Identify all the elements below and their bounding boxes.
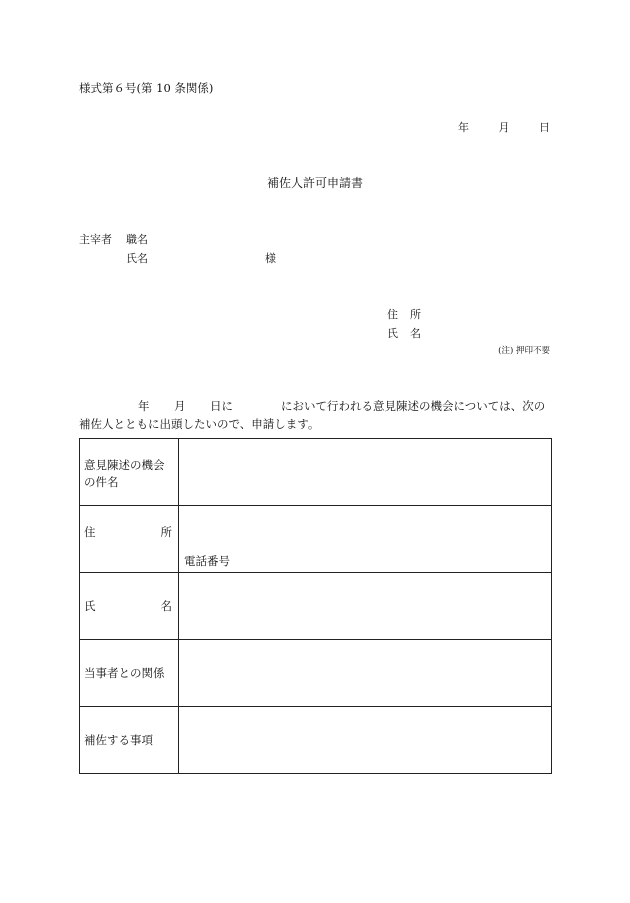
table-row <box>80 640 552 707</box>
date-day-label: 日 <box>539 121 550 134</box>
label-assistance-matters: 補佐する事項 <box>80 707 179 774</box>
document-title: 補佐人許可申請書 <box>266 176 363 190</box>
table-row <box>80 707 552 774</box>
body-month: 月 <box>174 399 186 413</box>
addressee-role-label: 職名 <box>126 233 148 246</box>
date-month-label: 月 <box>498 121 510 134</box>
body-text-line-2: 補佐人とともに出頭したいので、申請します。 <box>79 417 320 431</box>
applicant-address-label: 住 所 <box>387 308 421 321</box>
field-relationship[interactable] <box>179 640 552 707</box>
field-name[interactable] <box>179 573 552 640</box>
body-middle: において行われる意見陳述の機会については、次の <box>281 399 546 413</box>
field-address[interactable] <box>179 506 552 573</box>
submission-date <box>458 119 550 135</box>
field-hearing-subject[interactable] <box>179 439 552 506</box>
label-hearing-subject: 意見陳述の機会 の件名 <box>80 439 179 506</box>
phone-number-label: 電話番号 <box>184 554 230 568</box>
honorific: 様 <box>265 252 276 265</box>
body-year: 年 <box>138 399 150 413</box>
table-row <box>80 439 552 506</box>
label-name: 氏 名 <box>80 573 179 640</box>
field-assistance-matters[interactable] <box>179 707 552 774</box>
addressee-name-label: 氏名 <box>126 252 148 265</box>
body-day: 日に <box>210 399 233 413</box>
addressee-org: 主宰者 <box>79 233 112 246</box>
seal-note: (注) 押印不要 <box>498 346 550 356</box>
form-number: 様式第６号(第 10 条関係) <box>79 81 214 95</box>
date-year-label: 年 <box>458 121 469 134</box>
application-table <box>79 438 552 774</box>
label-address: 住 所 <box>80 506 179 573</box>
applicant-name-label: 氏 名 <box>387 327 421 340</box>
table-row <box>80 506 552 573</box>
table-row <box>80 573 552 640</box>
label-relationship: 当事者との関係 <box>80 640 179 707</box>
